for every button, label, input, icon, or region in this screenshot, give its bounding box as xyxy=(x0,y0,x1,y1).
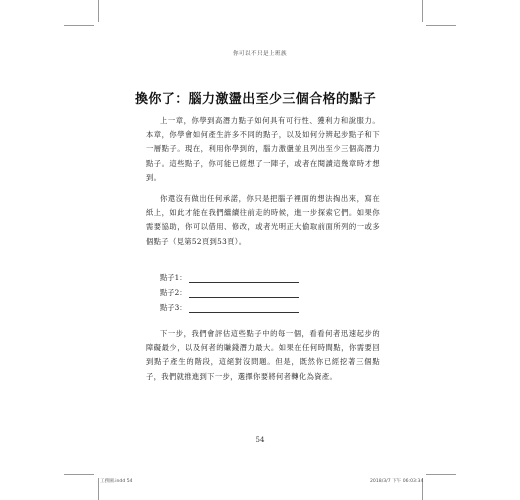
idea-label: 點子3： xyxy=(160,303,187,312)
paragraph: 上一章，你學到高潛力點子如何具有可行性、獲利力和說服力。本章，你學會如何產生許多不同的點子，以及如何分辨起步點子和下一層點子。現在，利用你學到的，腦力激盪並且列出至少三個高潛力點子。這些點子，你可能已經想了一陣子，或者在閱讀這幾章時才想到。 xyxy=(146,116,380,182)
fill-in-line xyxy=(189,304,299,313)
paragraph: 下一步，我們會評估這些點子中的每一個，看看何者迅速起步的障礙最少，以及何者的賺錢潛力最大。如果在任何時間點，你需要回到點子產生的階段，這絕對沒問題。但是，既然你已經挖著三個點子，我們就推進到下一步，選擇你要將何者轉化為資產。 xyxy=(146,329,380,381)
page-number: 54 xyxy=(255,436,265,444)
paragraph: 你還沒有做出任何承諾，你只是把腦子裡面的想法掏出來，寫在紙上，如此才能在我們繼續往前走的時候，進一步探索它們。如果你需要協助，你可以借用、修改，或者光明正大偷取前面所列的一或多個點子（見第52頁到53頁）。 xyxy=(146,194,380,246)
chapter-heading: 換你了：腦力激盪出至少三個合格的點子 xyxy=(135,92,377,107)
crop-mark xyxy=(422,0,423,22)
running-header: 你可以不只是上班族 xyxy=(232,51,287,57)
slug-filename: 工務圖.indd 54 xyxy=(100,479,133,484)
crop-mark xyxy=(98,478,99,500)
idea-label: 點子2： xyxy=(160,288,187,297)
idea-blank-row xyxy=(160,298,299,313)
fill-in-line xyxy=(189,289,299,298)
idea-label: 點子1： xyxy=(160,273,187,282)
fill-in-line xyxy=(189,274,299,283)
crop-mark xyxy=(98,0,99,22)
crop-mark xyxy=(426,474,456,475)
crop-mark xyxy=(426,25,456,26)
slug-timestamp: 2018/3/7 下午 06:03:34 xyxy=(370,479,424,484)
idea-blank-row xyxy=(160,268,299,283)
crop-mark xyxy=(64,474,94,475)
idea-blank-row xyxy=(160,283,299,298)
idea-blanks xyxy=(160,268,299,313)
crop-mark xyxy=(64,25,94,26)
